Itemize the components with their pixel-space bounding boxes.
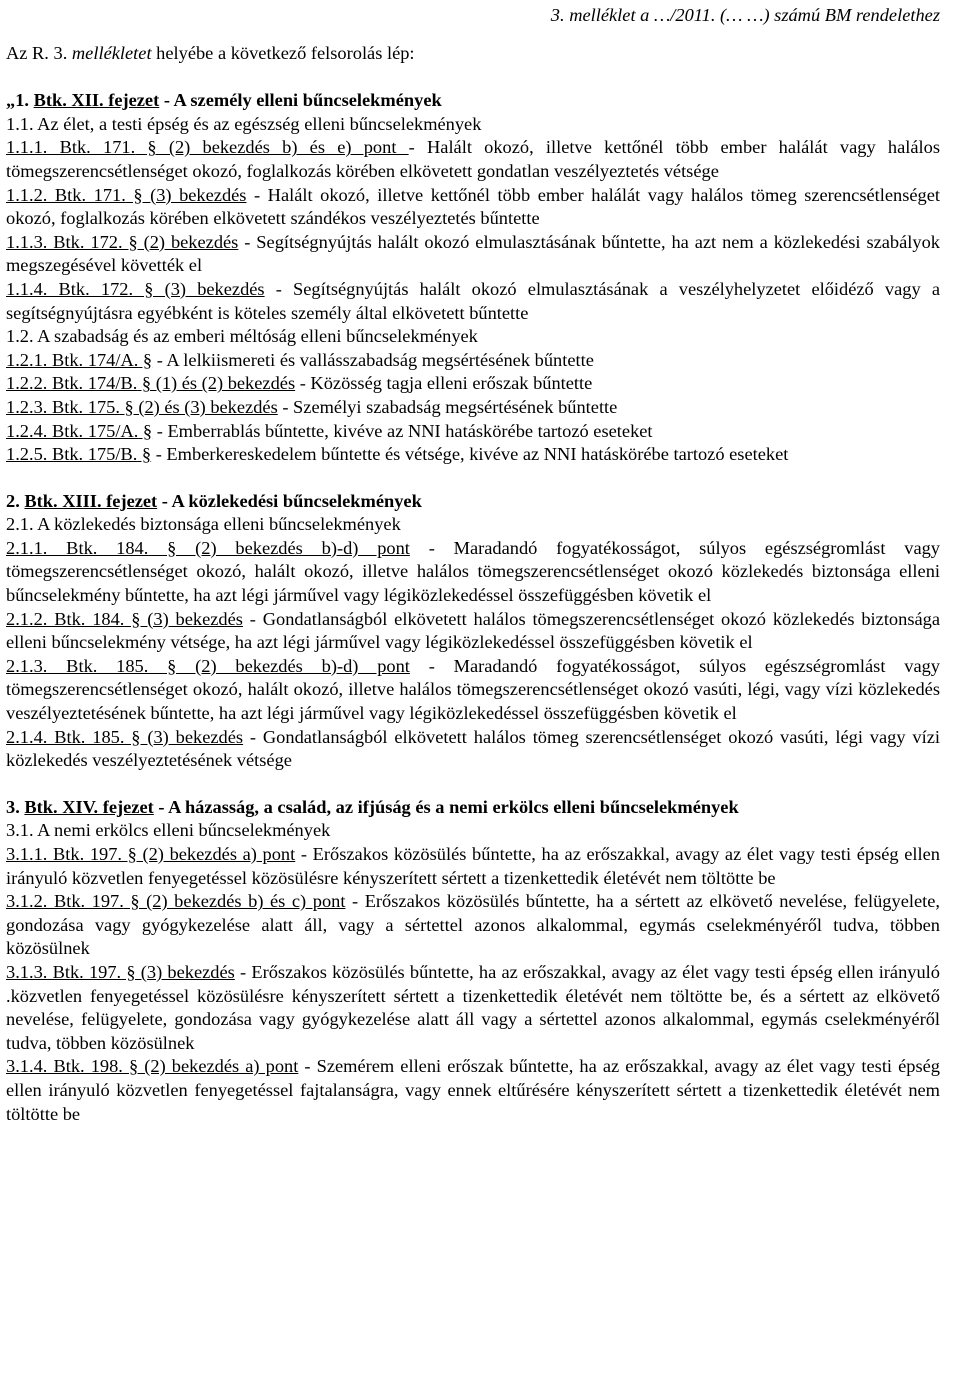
item-description: - Erőszakos közösülés bűntette, ha az erőszakkal, avagy az élet vagy testi épség ellen irányuló .közvetlen fenyegetéssel közösülésre kényszerített sértett a tizenkettedik életévét nem töltötte be, és a sértett az elkövető nevelése, felügyelete, gondozása vagy gyógykezelése alatt áll vagy a sértettel azonos alkalommal, egymás cselekményéről tudva, többen közösülnek [6, 961, 940, 1053]
item-paragraph: § (2) és (3) bekezdés [119, 396, 278, 417]
offence-item [6, 726, 940, 773]
item-description: - Szemérem elleni erőszak bűntette, ha az erőszakkal, avagy az élet vagy testi épség ellen irányuló közvetlen fenyegetéssel fajtalanságra, vagy ennek eltűrésére kényszerített sértett a tizenkettedik életévét nem töltötte be [6, 1056, 940, 1124]
offence-item [6, 420, 940, 444]
item-paragraph: § (2) bekezdés [122, 231, 239, 252]
intro-text-italic: mellékletet [71, 42, 152, 63]
subsection-heading: 1.2. A szabadság és az emberi méltóság elleni bűncselekmények [6, 326, 478, 347]
item-paragraph: § (2) bekezdés b)-d) pont [148, 537, 410, 558]
item-description: - Segítségnyújtás halált okozó elmulasztásának a veszélyhelyzetet előidéző vagy a segítségnyújtásra egyébként is köteles személy által elkövetett bűntette [6, 278, 940, 323]
offence-item [6, 655, 940, 726]
item-description: - Halált okozó, illetve kettőnél több ember halálát vagy halálos tömegszerencsétlenséget okozó, foglalkozás körében elkövetett gondatlan veszélyeztetés vétsége [6, 137, 940, 181]
offence-item [6, 396, 940, 420]
item-paragraph: § (2) bekezdés a) pont [122, 844, 296, 864]
item-reference: 1.2.2. Btk. 174/B. [6, 373, 138, 394]
item-reference: 3.1.3. Btk. 197. [6, 961, 122, 982]
subsection-heading: 2.1. A közlekedés biztonsága elleni bűncselekmények [6, 514, 401, 535]
section-title: - A házasság, a család, az ifjúság és a nemi erkölcs elleni bűncselekmények [153, 796, 739, 817]
offence-item [6, 184, 940, 231]
offence-item [6, 890, 940, 961]
item-reference: 3.1.4. Btk. 198. [6, 1056, 123, 1077]
item-description: - Halált okozó, illetve kettőnél több ember halálát vagy halálos tömeg szerencsétlenséget okozó, foglalkozás körében elkövetett szándékos veszélyeztetés bűntette [6, 184, 940, 229]
offence-list [6, 89, 940, 1126]
item-paragraph: § [138, 420, 153, 441]
item-reference: 1.2.3. Btk. 175. [6, 396, 120, 417]
section-heading [6, 490, 940, 514]
item-description: - Erőszakos közösülés bűntette, ha a sértett az elkövető nevelése, felügyelete, gondozása vagy gyógykezelése alatt áll, vagy a sértettel azonos alkalommal, egymás cselekményéről tudva, többen közösülnek [6, 891, 940, 959]
item-paragraph: § (1) és (2) bekezdés [137, 373, 296, 394]
item-description: - A lelkiismereti és vallásszabadság megsértésének bűntette [152, 349, 594, 370]
intro-text-a: Az R. 3. [6, 42, 72, 63]
item-reference: 1.2.1. Btk. 174/A. [6, 349, 139, 370]
item-paragraph: § (3) bekezdés [133, 278, 265, 299]
section-title: - A személy elleni bűncselekmények [159, 90, 442, 111]
item-paragraph: § (2) bekezdés b) és e) pont [135, 137, 409, 158]
item-paragraph: § [137, 444, 152, 465]
section-heading [6, 796, 940, 820]
offence-item [6, 443, 940, 467]
item-paragraph: § (3) bekezdés [125, 184, 247, 205]
section-chapter-ref: Btk. XIV. fejezet [24, 796, 154, 817]
item-reference: 1.2.4. Btk. 175/A. [6, 420, 139, 441]
offence-item [6, 608, 940, 655]
item-reference: 3.1.2. Btk. 197. [6, 891, 124, 912]
section-chapter-ref: Btk. XII. fejezet [33, 90, 160, 111]
item-reference: 1.1.3. Btk. 172. [6, 231, 123, 252]
item-description: - Személyi szabadság megsértésének bűntette [277, 396, 618, 417]
item-reference: 3.1.1. Btk. 197. [6, 844, 123, 864]
item-reference: 2.1.3. Btk. 185. [6, 655, 149, 676]
item-reference: 2.1.4. Btk. 185. [6, 726, 125, 747]
offence-item [6, 278, 940, 325]
item-paragraph: § [138, 349, 153, 370]
offence-item [6, 231, 940, 278]
item-description: - Emberrablás bűntette, kivéve az NNI hatáskörébe tartozó eseteket [152, 420, 653, 441]
section-chapter-ref: Btk. XIII. fejezet [24, 490, 158, 511]
item-paragraph: § (3) bekezdés [121, 961, 235, 982]
item-reference: 1.1.1. Btk. 171. [6, 137, 136, 158]
item-reference: 1.1.2. Btk. 171. [6, 184, 126, 205]
offence-item [6, 1055, 940, 1126]
item-description: - Gondatlanságból elkövetett halálos tömegszerencsétlenséget okozó közlekedés biztonsága elleni bűncselekmény vétsége, ha azt légi járművel vagy légiközlekedéssel összefüggésben követik el [6, 608, 940, 653]
item-paragraph: § (2) bekezdés a) pont [122, 1056, 299, 1077]
intro-text-c: helyébe a következő felsorolás lép: [151, 42, 415, 63]
section-title: - A közlekedési bűncselekmények [157, 490, 422, 511]
section-heading [6, 89, 940, 113]
item-reference: 1.1.4. Btk. 172. [6, 278, 134, 299]
item-paragraph: § (2) bekezdés b)-d) pont [148, 655, 410, 676]
subsection-heading: 3.1. A nemi erkölcs elleni bűncselekmények [6, 820, 331, 841]
item-paragraph: § (3) bekezdés [124, 608, 243, 629]
section-number: 2. [6, 490, 25, 511]
intro-line [6, 42, 940, 66]
offence-item [6, 537, 940, 608]
offence-item [6, 349, 940, 373]
item-paragraph: § (2) bekezdés b) és c) pont [123, 891, 346, 912]
offence-item [6, 136, 940, 183]
offence-item [6, 961, 940, 1055]
section-number: 3. [6, 796, 25, 817]
item-reference: 1.2.5. Btk. 175/B. [6, 444, 138, 465]
item-description: - Közösség tagja elleni erőszak bűntette [295, 373, 593, 394]
item-description: - Gondatlanságból elkövetett halálos tömeg szerencsétlenséget okozó vasúti, légi vagy vízi közlekedés veszélyeztetésének vétsége [6, 726, 940, 771]
annex-header: 3. melléklet a …/2011. (… …) számú BM rendelethez [550, 5, 940, 25]
item-description: - Maradandó fogyatékosságot, súlyos egészségromlást vagy tömegszerencsétlenséget okozó, halált okozó, illetve halálos tömegszerencsétlenséget okozó közlekedés biztonsága elleni bűncselekmény bűntette, ha azt légi járművel vagy légiközlekedéssel összefüggésben követik el [6, 537, 940, 606]
offence-item [6, 843, 940, 890]
item-description: - Segítségnyújtás halált okozó elmulasztásának bűntette, ha azt nem a közlekedési szabályok megszegésével követték el [6, 231, 940, 276]
item-paragraph: § (3) bekezdés [124, 726, 244, 747]
item-reference: 2.1.2. Btk. 184. [6, 608, 125, 629]
item-description: - Emberkereskedelem bűntette és vétsége, kivéve az NNI hatáskörébe tartozó eseteket [151, 444, 789, 465]
subsection-heading: 1.1. Az élet, a testi épség és az egészség elleni bűncselekmények [6, 113, 482, 134]
offence-item [6, 372, 940, 396]
item-description: - Erőszakos közösülés bűntette, ha az erőszakkal, avagy az élet vagy testi épség ellen irányuló közvetlen fenyegetéssel közösülésre kényszerített sértett a tizenkettedik életévét nem töltötte be [6, 844, 940, 888]
item-reference: 2.1.1. Btk. 184. [6, 537, 149, 558]
section-number: „1. [6, 90, 34, 111]
item-description: - Maradandó fogyatékosságot, súlyos egészségromlást vagy tömegszerencsétlenséget okozó, halált okozó, illetve halálos tömegszerencsétlenséget okozó vasúti, légi, vagy vízi közlekedés veszélyeztetésének bűntette, ha azt légi járművel vagy légiközlekedéssel összefüggésben követik el [6, 655, 940, 724]
